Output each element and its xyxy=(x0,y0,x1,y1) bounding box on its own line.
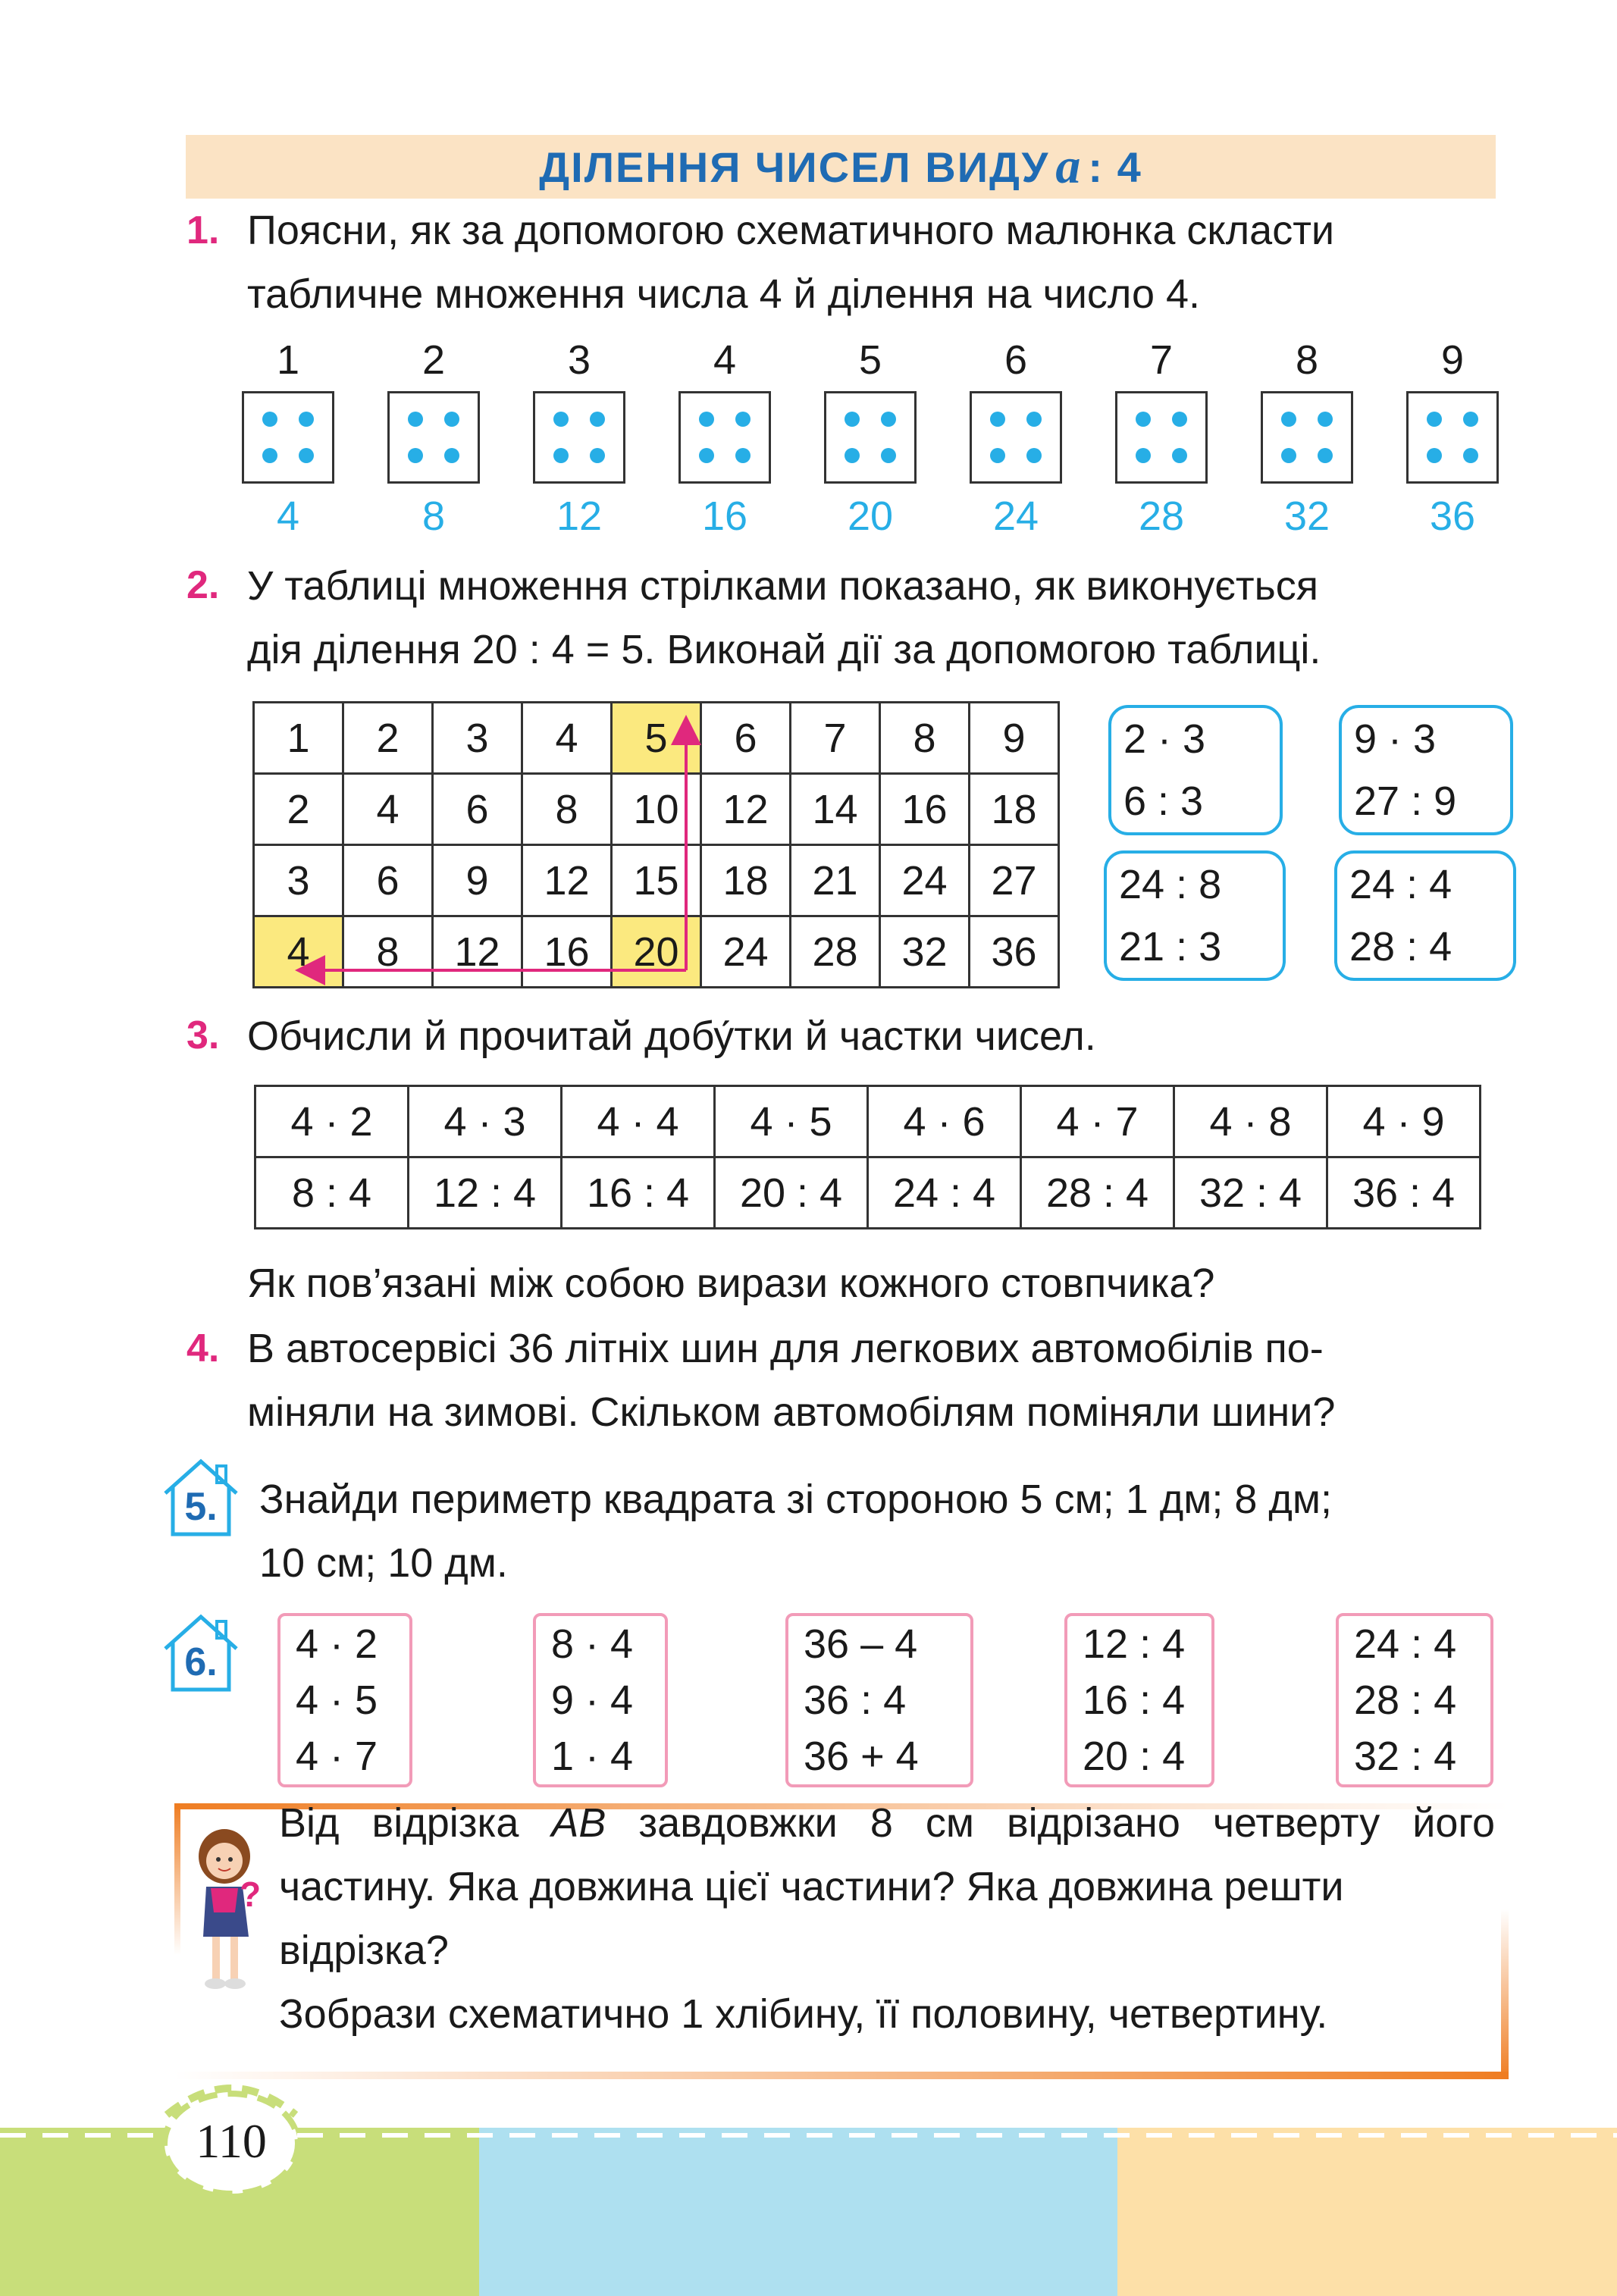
expression: 36 – 4 xyxy=(804,1621,918,1667)
die-index: 8 xyxy=(1295,337,1319,383)
dot xyxy=(881,448,896,463)
table-cell: 24 : 4 xyxy=(868,1157,1021,1229)
dot xyxy=(881,412,896,427)
die-total: 12 xyxy=(556,493,603,539)
dot xyxy=(262,412,277,427)
table-cell: 4 · 9 xyxy=(1327,1086,1481,1157)
bonus-line1 xyxy=(279,1791,1495,1855)
dot xyxy=(299,448,314,463)
table-cell: 4 xyxy=(522,703,612,774)
table-cell: 8 : 4 xyxy=(255,1157,409,1229)
expression: 24 : 4 xyxy=(1349,862,1452,907)
expression: 9 · 3 xyxy=(1354,716,1437,762)
expression: 21 : 3 xyxy=(1119,924,1222,969)
footer-orange-band xyxy=(1117,2128,1617,2296)
dot xyxy=(699,448,714,463)
homework-house-icon xyxy=(159,1611,243,1696)
table-cell: 18 xyxy=(970,774,1059,845)
expression-box xyxy=(277,1613,412,1787)
dot xyxy=(1136,448,1151,463)
table-cell: 16 : 4 xyxy=(562,1157,715,1229)
die-index: 4 xyxy=(713,337,737,383)
svg-text:?: ? xyxy=(240,1875,262,1914)
expression-box xyxy=(1334,850,1516,981)
expression: 9 · 4 xyxy=(551,1677,634,1723)
dot xyxy=(990,448,1005,463)
expression: 27 : 9 xyxy=(1354,778,1457,824)
girl-illustration xyxy=(188,1823,264,2005)
table-cell: 4 · 3 xyxy=(409,1086,562,1157)
task6-number: 6. xyxy=(184,1640,218,1684)
dot xyxy=(699,412,714,427)
expression: 4 · 5 xyxy=(296,1677,378,1723)
table-cell: 4 xyxy=(343,774,433,845)
task5-line2: 10 см; 10 дм. xyxy=(259,1540,508,1586)
dot xyxy=(1172,448,1187,463)
dot xyxy=(1318,448,1333,463)
expression: 32 : 4 xyxy=(1354,1734,1457,1779)
die-column xyxy=(1260,334,1354,544)
expression: 2 · 3 xyxy=(1123,716,1206,762)
expression-box xyxy=(1108,705,1283,835)
task2-line2: дія ділення 20 : 4 = 5. Виконай дії за допомогою таблиці. xyxy=(247,627,1321,672)
dot xyxy=(1026,448,1042,463)
table-cell: 4 · 8 xyxy=(1174,1086,1327,1157)
bonus-line2: частину. Яка довжина цієї частини? Яка довжина решти xyxy=(279,1864,1344,1909)
table-cell: 4 xyxy=(254,916,343,988)
task4-line2: міняли на зимові. Скільком автомобілям поміняли шини? xyxy=(247,1389,1336,1435)
die-four-dots xyxy=(678,391,771,484)
die-index: 6 xyxy=(1004,337,1028,383)
table-cell: 15 xyxy=(612,845,701,916)
die-column xyxy=(823,334,917,544)
dot xyxy=(1172,412,1187,427)
dot xyxy=(1026,412,1042,427)
table-cell: 12 xyxy=(433,916,522,988)
table-cell: 12 xyxy=(701,774,791,845)
expression: 16 : 4 xyxy=(1083,1677,1186,1723)
task3-number: 3. xyxy=(186,1013,220,1057)
table-cell: 24 xyxy=(880,845,970,916)
die-total: 20 xyxy=(847,493,894,539)
table-cell: 8 xyxy=(880,703,970,774)
expression-box xyxy=(1336,1613,1493,1787)
dot xyxy=(1427,412,1442,427)
table-cell: 21 xyxy=(791,845,880,916)
die-total: 16 xyxy=(701,493,748,539)
die-four-dots xyxy=(824,391,917,484)
expression: 28 : 4 xyxy=(1349,924,1452,969)
table-cell: 8 xyxy=(522,774,612,845)
table-cell: 32 xyxy=(880,916,970,988)
expression: 36 : 4 xyxy=(804,1677,907,1723)
die-index: 9 xyxy=(1440,337,1465,383)
die-column xyxy=(969,334,1063,544)
table-cell: 3 xyxy=(254,845,343,916)
page-number: 110 xyxy=(196,2114,267,2168)
dot xyxy=(553,448,569,463)
expression-box xyxy=(1104,850,1286,981)
table-cell: 4 · 2 xyxy=(255,1086,409,1157)
dot xyxy=(590,412,605,427)
table-row xyxy=(255,1086,1481,1157)
expression-box xyxy=(785,1613,973,1787)
table-cell: 32 : 4 xyxy=(1174,1157,1327,1229)
task2-number: 2. xyxy=(186,563,220,607)
table-cell: 10 xyxy=(612,774,701,845)
dot xyxy=(735,412,751,427)
dot xyxy=(444,448,459,463)
table-cell: 36 xyxy=(970,916,1059,988)
table-cell: 18 xyxy=(701,845,791,916)
table-cell: 36 : 4 xyxy=(1327,1157,1481,1229)
die-four-dots xyxy=(387,391,480,484)
task3-line1: Обчисли й прочитай добу́тки й частки чисел. xyxy=(247,1013,1096,1059)
dot xyxy=(1136,412,1151,427)
table-cell: 4 · 5 xyxy=(715,1086,868,1157)
expression: 4 · 2 xyxy=(296,1621,378,1667)
table-cell: 28 xyxy=(791,916,880,988)
expression: 4 · 7 xyxy=(296,1734,378,1779)
die-column xyxy=(1405,334,1499,544)
die-four-dots xyxy=(242,391,334,484)
die-index: 5 xyxy=(858,337,882,383)
task5-line1: Знайди периметр квадрата зі стороною 5 см; 1 дм; 8 дм; xyxy=(259,1477,1333,1522)
dot xyxy=(299,412,314,427)
table-cell: 20 xyxy=(612,916,701,988)
dot xyxy=(1281,448,1296,463)
dot xyxy=(1281,412,1296,427)
task3-question: Як пов’язані між собою вирази кожного стовпчика? xyxy=(247,1261,1215,1306)
expression-box xyxy=(533,1613,668,1787)
die-total: 32 xyxy=(1283,493,1330,539)
dot xyxy=(408,448,423,463)
table-cell: 16 xyxy=(522,916,612,988)
title-suffix: : 4 xyxy=(1088,143,1142,191)
die-total: 28 xyxy=(1138,493,1185,539)
die-four-dots xyxy=(1406,391,1499,484)
table-cell: 28 : 4 xyxy=(1021,1157,1174,1229)
bonus-line3: відрізка? xyxy=(279,1928,449,1973)
homework-house-icon xyxy=(159,1455,243,1540)
dot xyxy=(590,448,605,463)
expression: 24 : 8 xyxy=(1119,862,1222,907)
die-column xyxy=(678,334,772,544)
title-prefix: ДІЛЕННЯ ЧИСЕЛ ВИДУ xyxy=(539,143,1050,191)
die-total: 4 xyxy=(276,493,300,539)
expression: 6 : 3 xyxy=(1123,778,1204,824)
table-cell: 4 · 6 xyxy=(868,1086,1021,1157)
table-row xyxy=(255,1157,1481,1229)
die-index: 3 xyxy=(567,337,591,383)
table-cell: 6 xyxy=(701,703,791,774)
dot xyxy=(1463,448,1478,463)
task1-line2: табличне множення числа 4 й ділення на число 4. xyxy=(247,271,1201,317)
expression: 36 + 4 xyxy=(804,1734,919,1779)
dot xyxy=(262,448,277,463)
table-cell: 4 · 4 xyxy=(562,1086,715,1157)
die-index: 1 xyxy=(276,337,300,383)
expression: 24 : 4 xyxy=(1354,1621,1457,1667)
products-quotients-table xyxy=(254,1085,1481,1229)
bonus-line1-post: завдовжки 8 см відрізано четверту його xyxy=(606,1800,1495,1846)
dot xyxy=(444,412,459,427)
expression: 12 : 4 xyxy=(1083,1621,1186,1667)
expression-box xyxy=(1064,1613,1214,1787)
task1-number: 1. xyxy=(186,208,220,252)
table-cell: 7 xyxy=(791,703,880,774)
task4-line1: В автосервісі 36 літніх шин для легкових автомобілів по- xyxy=(247,1326,1324,1371)
table-cell: 14 xyxy=(791,774,880,845)
expression: 1 · 4 xyxy=(551,1734,634,1779)
dot xyxy=(408,412,423,427)
dice-row xyxy=(241,334,1499,538)
die-four-dots xyxy=(533,391,625,484)
dot xyxy=(1318,412,1333,427)
segment-name: АВ xyxy=(551,1800,606,1846)
expression: 8 · 4 xyxy=(551,1621,634,1667)
die-index: 7 xyxy=(1149,337,1174,383)
bonus-line1-pre: Від відрізка xyxy=(279,1800,552,1846)
page-title xyxy=(186,135,1496,199)
dot xyxy=(845,412,860,427)
dot xyxy=(1427,448,1442,463)
title-variable: a xyxy=(1055,139,1083,194)
table-cell: 6 xyxy=(433,774,522,845)
bonus-task-frame xyxy=(174,1800,1509,2079)
table-cell: 2 xyxy=(254,774,343,845)
bonus-line4: Зобрази схематично 1 хлібину, її половину, четвертину. xyxy=(279,1991,1328,2037)
division-arrows xyxy=(252,701,1064,989)
expression-box xyxy=(1339,705,1513,835)
dot xyxy=(553,412,569,427)
expression: 20 : 4 xyxy=(1083,1734,1186,1779)
table-cell: 12 : 4 xyxy=(409,1157,562,1229)
die-index: 2 xyxy=(421,337,446,383)
die-column xyxy=(387,334,481,544)
table-cell: 8 xyxy=(343,916,433,988)
die-total: 36 xyxy=(1429,493,1476,539)
table-cell: 5 xyxy=(612,703,701,774)
table-cell: 12 xyxy=(522,845,612,916)
die-column xyxy=(532,334,626,544)
expression: 28 : 4 xyxy=(1354,1677,1457,1723)
table-cell: 1 xyxy=(254,703,343,774)
dot xyxy=(990,412,1005,427)
die-four-dots xyxy=(1261,391,1353,484)
dot xyxy=(735,448,751,463)
die-four-dots xyxy=(1115,391,1208,484)
table-cell: 9 xyxy=(433,845,522,916)
table-cell: 9 xyxy=(970,703,1059,774)
die-four-dots xyxy=(970,391,1062,484)
footer-blue-band xyxy=(479,2128,1117,2296)
dot xyxy=(1463,412,1478,427)
task5-number: 5. xyxy=(184,1485,218,1529)
table-cell: 3 xyxy=(433,703,522,774)
task4-number: 4. xyxy=(186,1327,220,1370)
task1-line1: Поясни, як за допомогою схематичного малюнка скласти xyxy=(247,208,1335,253)
table-cell: 16 xyxy=(880,774,970,845)
table-cell: 27 xyxy=(970,845,1059,916)
die-total: 24 xyxy=(992,493,1039,539)
table-cell: 20 : 4 xyxy=(715,1157,868,1229)
task2-line1: У таблиці множення стрілками показано, як виконується xyxy=(247,563,1319,609)
table-cell: 4 · 7 xyxy=(1021,1086,1174,1157)
table-cell: 2 xyxy=(343,703,433,774)
die-column xyxy=(241,334,335,544)
dot xyxy=(845,448,860,463)
die-column xyxy=(1114,334,1208,544)
die-total: 8 xyxy=(421,493,446,539)
table-cell: 6 xyxy=(343,845,433,916)
table-cell: 24 xyxy=(701,916,791,988)
